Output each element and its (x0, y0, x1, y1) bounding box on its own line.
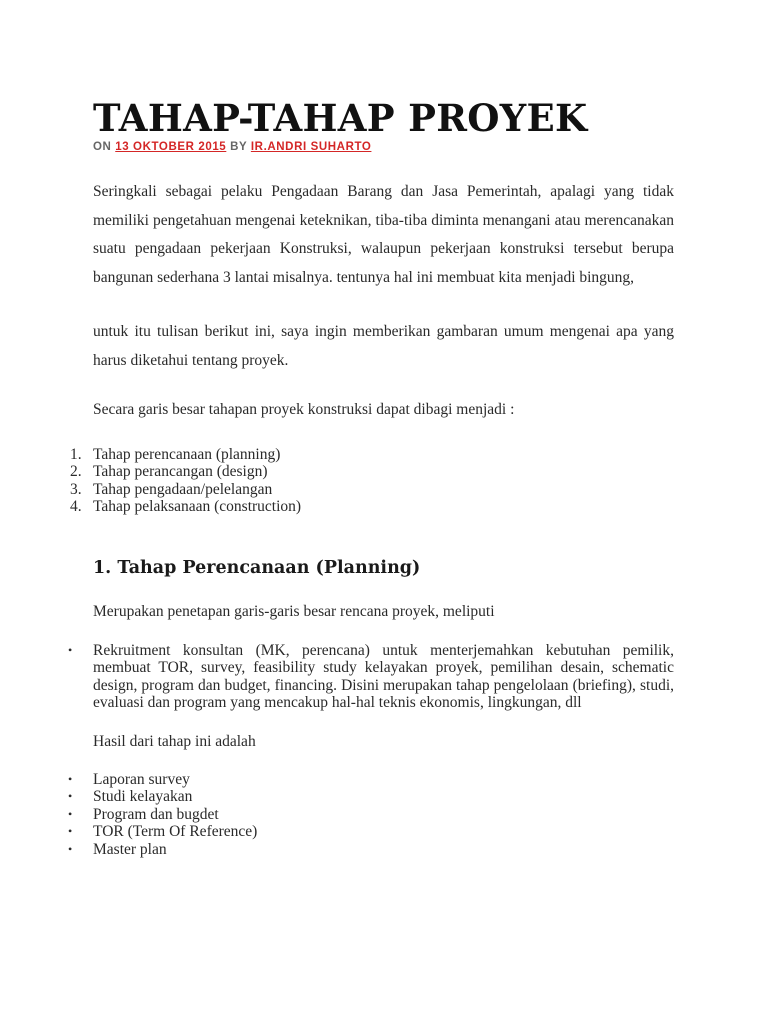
list-item (68, 770, 674, 789)
list-item-text: Tahap pelaksanaan (construction) (93, 498, 302, 515)
list-number: 1. (70, 445, 82, 463)
list-item (70, 480, 674, 499)
author-link[interactable]: IR.ANDRI SUHARTO (250, 141, 372, 153)
date-link[interactable]: 13 OKTOBER 2015 (115, 141, 227, 153)
bullet-icon: • (68, 841, 73, 856)
list-number: 4. (70, 498, 82, 515)
byline-by-label: BY (230, 141, 248, 153)
list-item (68, 840, 674, 859)
results-list (68, 770, 674, 859)
section-intro: Merupakan penetapan garis-garis besar rencana proyek, meliputi (93, 602, 495, 620)
list-number: 2. (70, 463, 82, 480)
byline (93, 141, 674, 153)
bullet-icon: • (68, 806, 73, 821)
section-heading: 1. Tahap Perencanaan (Planning) (93, 557, 421, 578)
list-item-text: Program dan bugdet (93, 805, 219, 823)
list-item (70, 445, 674, 464)
list-item (70, 463, 674, 481)
list-item-text: Master plan (93, 840, 167, 858)
article (68, 96, 674, 858)
purpose-paragraph: untuk itu tulisan berikut ini, saya ingin memberikan gambaran umum mengenai apa yang harus diketahui tentang proyek. (93, 323, 674, 369)
list-item (70, 498, 674, 516)
list-item (68, 641, 674, 712)
stages-list (70, 445, 674, 516)
bullet-icon: • (68, 771, 73, 786)
bullet-icon: • (68, 642, 73, 657)
list-item (68, 805, 674, 824)
list-item-text: Tahap perencanaan (planning) (93, 445, 281, 463)
list-item-text: Rekruitment konsultan (MK, perencana) untuk menterjemahkan kebutuhan pemilik, membuat TOR, survey, feasibility study kelayakan proyek, pemilihan desain, schematic design, program dan budget, financing. Disini merupakan tahap pengelolaan (briefing), studi, evaluasi dan program yang mencakup hal-hal teknis ekonomis, lingkungan, dll (93, 641, 674, 711)
bullet-icon: • (68, 789, 73, 803)
list-number: 3. (70, 480, 82, 498)
list-item-text: Tahap pengadaan/pelelangan (93, 480, 273, 498)
stages-intro-paragraph: Secara garis besar tahapan proyek konstruksi dapat dibagi menjadi : (93, 401, 515, 418)
section-detail-list (68, 641, 674, 712)
list-item-text: TOR (Term Of Reference) (93, 823, 258, 840)
list-item-text: Laporan survey (93, 770, 190, 788)
list-item-text: Studi kelayakan (93, 788, 193, 805)
list-item-text: Tahap perancangan (design) (93, 463, 268, 480)
result-intro: Hasil dari tahap ini adalah (93, 732, 256, 750)
list-item (68, 823, 674, 841)
article-title: TAHAP-TAHAP PROYEK (93, 96, 588, 140)
list-item (68, 788, 674, 806)
intro-paragraph: Seringkali sebagai pelaku Pengadaan Barang dan Jasa Pemerintah, apalagi yang tidak memiliki pengetahuan mengenai keteknikan, tiba-tiba diminta menangani atau merencanakan suatu pengadaan pekerjaan Konstruksi, walaupun pekerjaan konstruksi tersebut berupa bangunan sederhana 3 lantai misalnya. tentunya hal ini membuat kita menjadi bingung, (93, 183, 674, 286)
byline-on-label: ON (93, 141, 112, 153)
bullet-icon: • (68, 824, 73, 838)
